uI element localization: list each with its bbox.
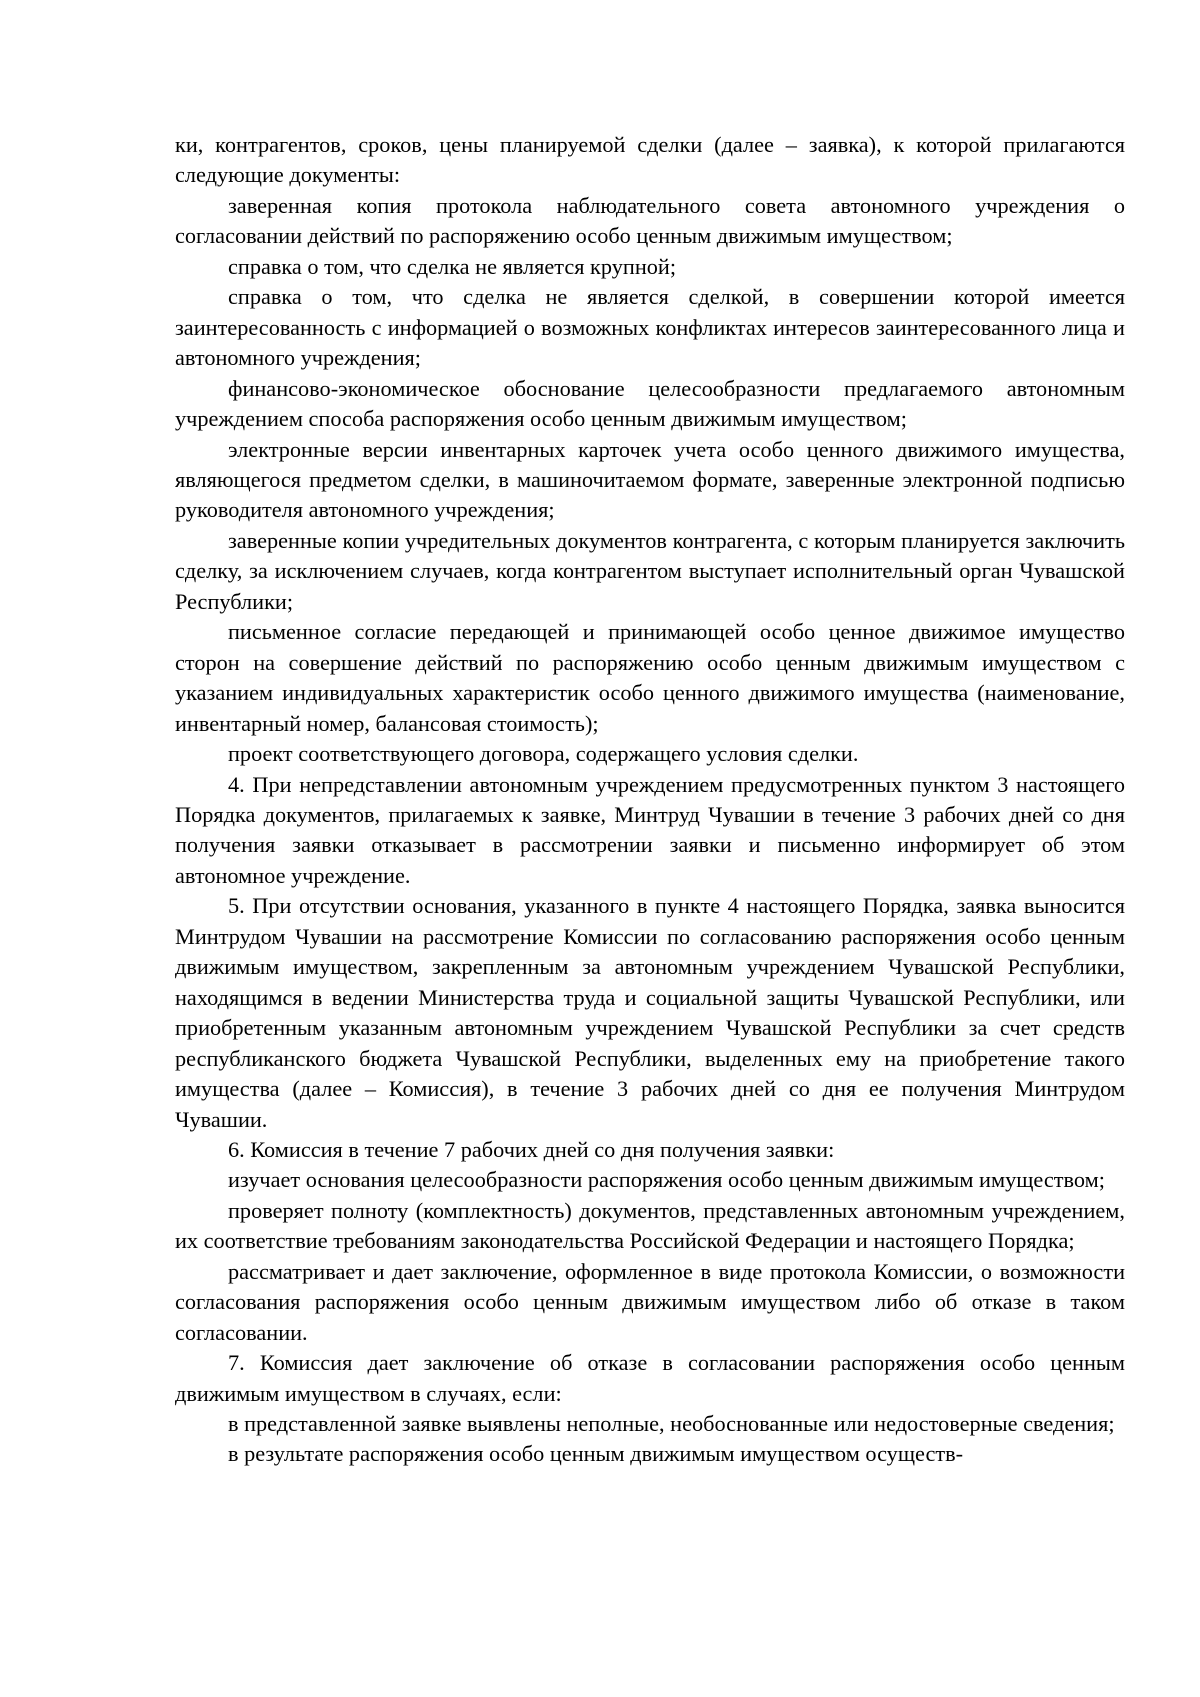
paragraph: заверенная копия протокола наблюдательного совета автономного учреждения о согласовании действий по распоряжению особо ценным движимым имуществом; — [175, 192, 1125, 249]
document-body — [175, 130, 1125, 1470]
paragraph-item-6: 6. Комиссия в течение 7 рабочих дней со дня получения заявки: — [228, 1136, 835, 1162]
paragraph: справка о том, что сделка не является сделкой, в совершении которой имеется заинтересованность с информацией о возможных конфликтах интересов заинтересованного лица и автономного учреждения; — [175, 284, 1125, 371]
paragraph: финансово-экономическое обоснование целесообразности предлагаемого автономным учреждением способа распоряжения особо ценным движимым имуществом; — [175, 375, 1125, 432]
paragraph: в представленной заявке выявлены неполные, необоснованные или недостоверные сведения; — [228, 1411, 1115, 1437]
paragraph: электронные версии инвентарных карточек учета особо ценного движимого имущества, являющегося предметом сделки, в машиночитаемом формате, заверенные электронной подписью руководителя автономного учреждения; — [175, 436, 1125, 523]
paragraph: письменное согласие передающей и принимающей особо ценное движимое имущество сторон на совершение действий по распоряжению особо ценным движимым имуществом с указанием индивидуальных характеристик особо ценного движимого имущества (наименование, инвентарный номер, балансовая стоимость); — [175, 619, 1125, 736]
paragraph: изучает основания целесообразности распоряжения особо ценным движимым имуществом; — [228, 1167, 1105, 1193]
paragraph: проект соответствующего договора, содержащего условия сделки. — [228, 741, 859, 767]
paragraph: справка о том, что сделка не является крупной; — [228, 253, 677, 279]
paragraph: в результате распоряжения особо ценным движимым имуществом осуществ- — [228, 1441, 964, 1467]
paragraph-continuation: ки, контрагентов, сроков, цены планируемой сделки (далее – заявка), к которой прилагаются следующие документы: — [175, 132, 1125, 188]
paragraph: проверяет полноту (комплектность) документов, представленных автономным учреждением, их соответствие требованиям законодательства Российской Федерации и настоящего Порядка; — [175, 1197, 1125, 1254]
paragraph: заверенные копии учредительных документов контрагента, с которым планируется заключить сделку, за исключением случаев, когда контрагентом выступает исполнительный орган Чувашской Республики; — [175, 527, 1125, 614]
paragraph-item-5: 5. При отсутствии основания, указанного в пункте 4 настоящего Порядка, заявка выносится Минтрудом Чувашии на рассмотрение Комиссии по согласованию распоряжения особо ценным движимым имуществом, закрепленным за автономным учреждением Чувашской Республики, находящимся в ведении Министерства труда и социальной защиты Чувашской Республики, или приобретенным указанным автономным учреждением Чувашской Республики за счет средств республиканского бюджета Чувашской Республики, выделенных ему на приобретение такого имущества (далее – Комиссия), в течение 3 рабочих дней со дня ее получения Минтрудом Чувашии. — [175, 893, 1125, 1132]
paragraph-item-4: 4. При непредставлении автономным учреждением предусмотренных пунктом 3 настоящего Порядка документов, прилагаемых к заявке, Минтруд Чувашии в течение 3 рабочих дней со дня получения заявки отказывает в рассмотрении заявки и письменно информирует об этом автономное учреждение. — [175, 771, 1125, 888]
paragraph: рассматривает и дает заключение, оформленное в виде протокола Комиссии, о возможности согласования распоряжения особо ценным движимым имуществом либо об отказе в таком согласовании. — [175, 1258, 1125, 1345]
paragraph-item-7: 7. Комиссия дает заключение об отказе в согласовании распоряжения особо ценным движимым имуществом в случаях, если: — [175, 1350, 1125, 1406]
